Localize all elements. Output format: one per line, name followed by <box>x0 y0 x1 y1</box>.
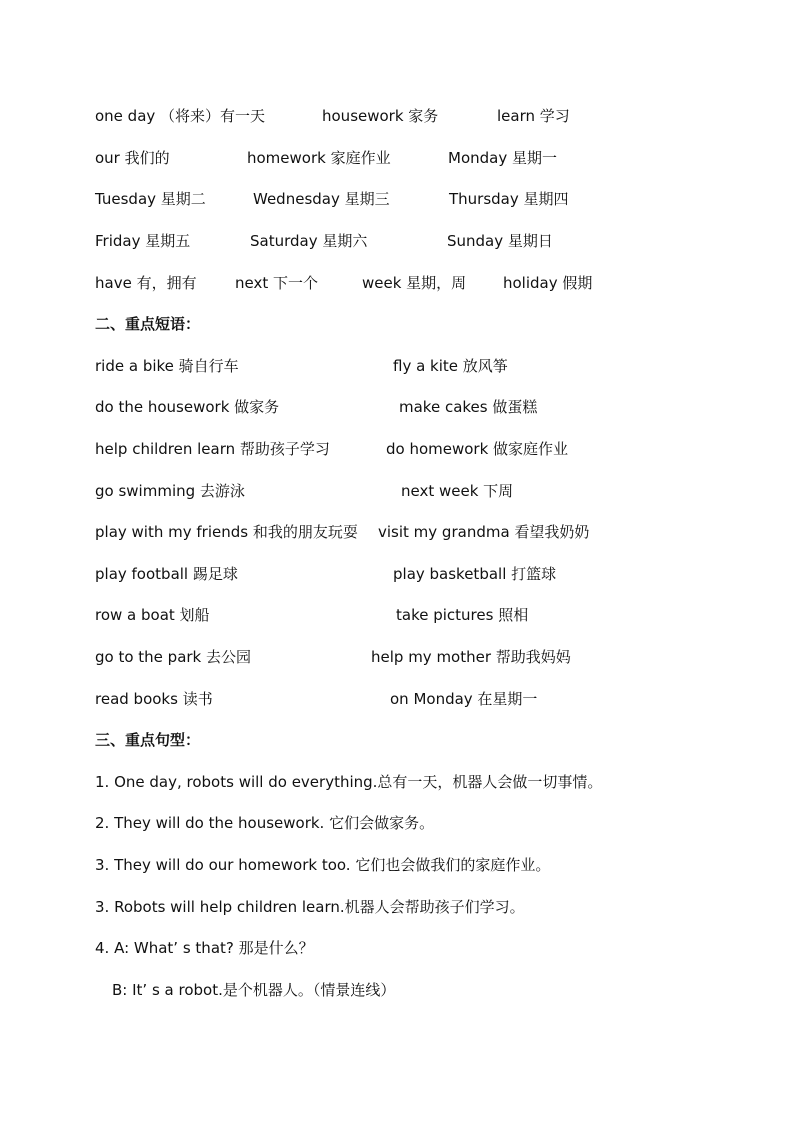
phrase-item: read books 读书 <box>95 690 213 708</box>
phrase-item: on Monday 在星期一 <box>390 690 538 708</box>
section-heading-sentences: 三、重点句型： <box>95 731 201 749</box>
phrase-item: help children learn 帮助孩子学习 <box>95 440 330 458</box>
phrase-item: make cakes 做蛋糕 <box>399 398 538 416</box>
sentence: 3. They will do our homework too. 它们也会做我们的家庭作业。 <box>95 856 551 874</box>
vocab-item: Friday 星期五 <box>95 232 191 250</box>
section-heading-phrases: 二、重点短语： <box>95 315 201 333</box>
sentence: 3. Robots will help children learn.机器人会帮助孩子们学习。 <box>95 898 525 916</box>
sentence: 2. They will do the housework. 它们会做家务。 <box>95 814 435 832</box>
vocab-item: Wednesday 星期三 <box>253 190 390 208</box>
phrase-item: ride a bike 骑自行车 <box>95 357 239 375</box>
phrase-item: help my mother 帮助我妈妈 <box>371 648 571 666</box>
phrase-item: go swimming 去游泳 <box>95 482 245 500</box>
vocab-item: homework 家庭作业 <box>247 149 391 167</box>
vocab-item: have 有，拥有 <box>95 274 197 292</box>
vocab-item: week 星期，周 <box>362 274 467 292</box>
vocab-item: one day （将来）有一天 <box>95 107 266 125</box>
phrase-item: fly a kite 放风筝 <box>393 357 508 375</box>
vocab-item: our 我们的 <box>95 149 170 167</box>
vocab-item: Tuesday 星期二 <box>95 190 206 208</box>
sentence: B: It’ s a robot.是个机器人。（情景连线） <box>112 981 396 999</box>
phrase-item: do homework 做家庭作业 <box>386 440 569 458</box>
phrase-item: visit my grandma 看望我奶奶 <box>378 523 590 541</box>
phrase-item: take pictures 照相 <box>396 606 529 624</box>
phrase-item: play with my friends 和我的朋友玩耍 <box>95 523 358 541</box>
vocab-item: learn 学习 <box>497 107 570 125</box>
phrase-item: do the housework 做家务 <box>95 398 280 416</box>
phrase-item: play football 踢足球 <box>95 565 238 583</box>
phrase-item: play basketball 打篮球 <box>393 565 557 583</box>
vocab-item: housework 家务 <box>322 107 439 125</box>
vocab-item: holiday 假期 <box>503 274 593 292</box>
phrase-item: next week 下周 <box>401 482 514 500</box>
vocab-item: Saturday 星期六 <box>250 232 368 250</box>
sentence: 1. One day, robots will do everything.总有一天，机器人会做一切事情。 <box>95 773 603 791</box>
vocab-item: Thursday 星期四 <box>449 190 569 208</box>
phrase-item: row a boat 划船 <box>95 606 210 624</box>
vocab-item: next 下一个 <box>235 274 318 292</box>
sentence: 4. A: What’ s that? 那是什么？ <box>95 939 314 957</box>
phrase-item: go to the park 去公园 <box>95 648 252 666</box>
vocab-item: Sunday 星期日 <box>447 232 553 250</box>
vocab-item: Monday 星期一 <box>448 149 557 167</box>
